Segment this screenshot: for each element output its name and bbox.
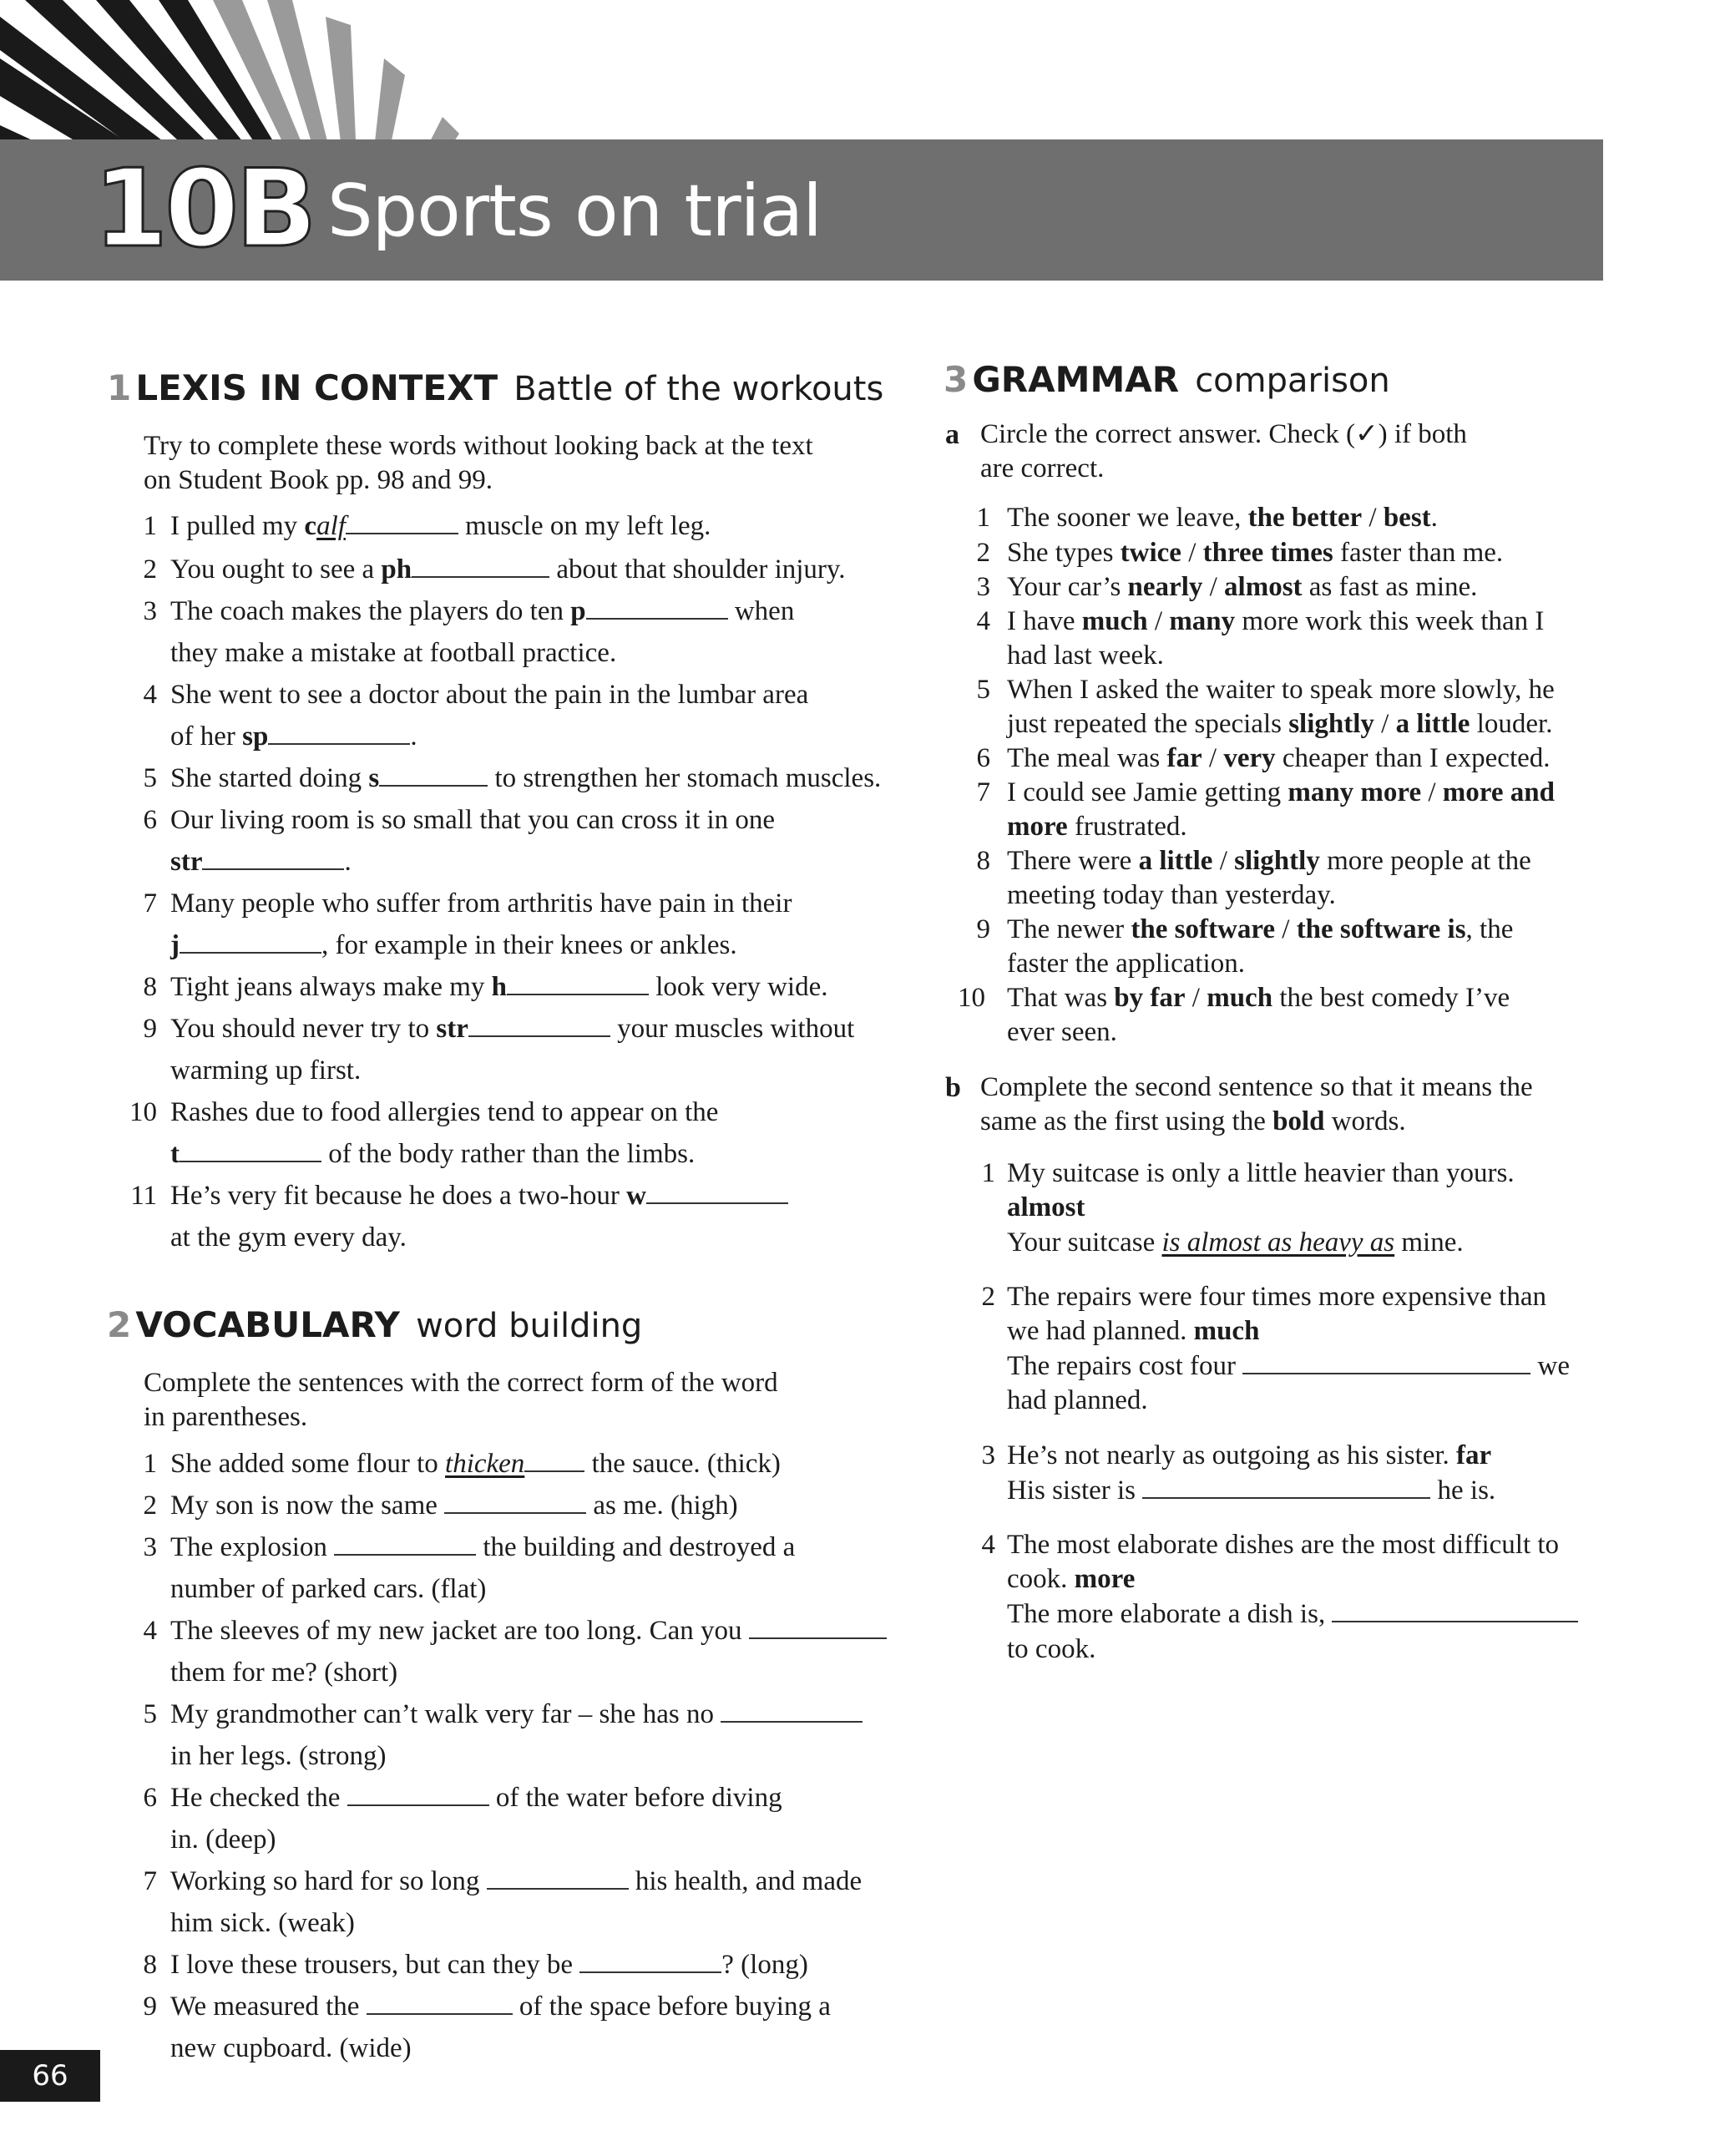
lexis-item-9-cont: warming up first.	[170, 1055, 362, 1086]
lexis-item-4: She went to see a doctor about the pain in the lumbar area	[170, 680, 809, 710]
part-a-instruction: are correct.	[980, 453, 1105, 483]
vocab-item-5: My grandmother can’t walk very far – she has no	[170, 1698, 863, 1732]
part-b-instruction: Complete the second sentence so that it means the	[980, 1072, 1533, 1102]
answer-blank[interactable]	[444, 1489, 586, 1514]
lexis-item-8: Tight jeans always make my h look very wide.	[170, 972, 828, 1002]
answer-option[interactable]: far	[1166, 743, 1202, 773]
answer-option[interactable]: the better	[1247, 503, 1363, 533]
lexis-item-11: He’s very fit because he does a two-hour w	[170, 1179, 788, 1213]
transform-item-4-answer: The more elaborate a dish is,	[1007, 1597, 1578, 1632]
lexis-item-5: She started doing s to strengthen her stomach muscles.	[170, 763, 882, 793]
lexis-item-9: You should never try to str your muscles without	[170, 1014, 855, 1044]
answer-option[interactable]: nearly	[1127, 572, 1203, 602]
transform-item-1: My suitcase is only a little heavier than yours.	[1007, 1158, 1515, 1188]
answer-option[interactable]: slightly	[1234, 846, 1320, 876]
answer-option[interactable]: a little	[1138, 846, 1213, 876]
page-number: 66	[32, 2059, 68, 2093]
answer-option[interactable]: a little	[1395, 709, 1470, 739]
lexis-item-4-cont: of her sp .	[170, 721, 417, 752]
item-number: 8	[143, 1950, 157, 1980]
item-number: 4	[976, 606, 990, 636]
answer-option[interactable]: much	[1207, 983, 1273, 1013]
vocab-item-9-cont: new cupboard. (wide)	[170, 2033, 412, 2063]
answer-example: is almost as heavy as	[1161, 1227, 1395, 1258]
section-1-heading: 1 LEXIS IN CONTEXT Battle of the workouts	[107, 367, 884, 408]
item-number: 5	[143, 1699, 157, 1729]
lexis-item-10-cont: t of the body rather than the limbs.	[170, 1139, 696, 1169]
vocab-item-1: She added some flour to thicken the sauce. (thick)	[170, 1449, 781, 1479]
item-number: 2	[143, 554, 157, 585]
answer-blank[interactable]	[268, 720, 410, 745]
vocab-item-6: He checked the of the water before diving	[170, 1783, 782, 1813]
transform-item-4: The most elaborate dishes are the most difficult to	[1007, 1530, 1560, 1560]
vocab-item-3: The explosion the building and destroyed a	[170, 1532, 796, 1562]
item-number: 1	[143, 1449, 157, 1479]
lexis-item-10: Rashes due to food allergies tend to appear on the	[170, 1097, 719, 1127]
item-number: 9	[976, 914, 990, 944]
part-a-instruction: Circle the correct answer. Check (✓) if both	[980, 419, 1467, 449]
answer-option[interactable]: the software	[1131, 914, 1276, 944]
item-number: 4	[143, 1616, 157, 1646]
transform-item-3-answer: His sister is he is.	[1007, 1475, 1496, 1506]
answer-blank[interactable]	[579, 1948, 721, 1973]
lexis-item-11-cont: at the gym every day.	[170, 1222, 407, 1253]
vocab-item-8: I love these trousers, but can they be ? (long)	[170, 1950, 808, 1980]
item-number: 4	[981, 1530, 995, 1560]
item-number: 6	[976, 743, 990, 773]
item-number: 3	[143, 596, 157, 626]
answer-option[interactable]: twice	[1120, 538, 1181, 568]
vocab-item-7: Working so hard for so long his health, and made	[170, 1866, 863, 1896]
keyword: almost	[1007, 1192, 1085, 1222]
grammar-item-4: I have much / many more work this week than I	[1007, 606, 1545, 636]
answer-option[interactable]: almost	[1224, 572, 1303, 602]
section-2-heading: 2 VOCABULARY word building	[107, 1304, 643, 1345]
item-number: 4	[143, 680, 157, 710]
transform-item-2: The repairs were four times more expensive than	[1007, 1282, 1546, 1312]
item-number: 8	[143, 972, 157, 1002]
item-number: 5	[143, 763, 157, 793]
transform-item-2-cont: we had planned. much	[1007, 1316, 1260, 1346]
grammar-item-4-cont: had last week.	[1007, 640, 1164, 671]
answer-blank[interactable]	[1332, 1597, 1578, 1622]
vocab-item-5-cont: in her legs. (strong)	[170, 1741, 387, 1771]
part-b-instruction: same as the first using the bold words.	[980, 1106, 1406, 1136]
vocab-item-2: My son is now the same as me. (high)	[170, 1490, 738, 1521]
answer-option[interactable]: much	[1081, 606, 1148, 636]
grammar-item-6: The meal was far / very cheaper than I expected.	[1007, 743, 1551, 773]
answer-option[interactable]: more and	[1442, 777, 1555, 807]
item-number: 3	[981, 1440, 995, 1470]
section-1-instruction: on Student Book pp. 98 and 99.	[144, 465, 493, 495]
answer-blank[interactable]	[367, 1990, 513, 2015]
answer-example: alf	[316, 511, 346, 541]
lexis-item-3: The coach makes the players do ten p when	[170, 596, 795, 626]
item-number: 7	[976, 777, 990, 807]
item-number: 6	[143, 805, 157, 835]
grammar-item-9-cont: faster the application.	[1007, 949, 1245, 979]
vocab-item-4-cont: them for me? (short)	[170, 1657, 398, 1688]
transform-item-4-cont: cook. more	[1007, 1564, 1136, 1594]
part-a-letter: a	[945, 419, 959, 450]
item-number: 2	[981, 1282, 995, 1312]
item-number: 5	[976, 675, 990, 705]
lexis-item-6-cont: str .	[170, 847, 352, 877]
answer-blank[interactable]	[646, 1179, 788, 1204]
answer-blank[interactable]	[202, 845, 344, 870]
answer-blank[interactable]	[1142, 1474, 1430, 1499]
answer-blank[interactable]	[524, 1447, 584, 1472]
item-number: 1	[143, 511, 157, 541]
section-2-instruction: Complete the sentences with the correct form of the word	[144, 1368, 778, 1398]
answer-blank[interactable]	[347, 1781, 489, 1806]
answer-blank[interactable]	[468, 1012, 610, 1037]
answer-option[interactable]: very	[1223, 743, 1276, 773]
answer-option[interactable]: more	[1007, 812, 1068, 842]
grammar-item-8-cont: meeting today than yesterday.	[1007, 880, 1336, 910]
answer-blank[interactable]	[507, 970, 649, 995]
item-number: 7	[143, 888, 157, 919]
item-number: 9	[143, 1992, 157, 2022]
transform-item-4-answer-cont: to cook.	[1007, 1634, 1096, 1664]
item-number: 1	[976, 503, 990, 533]
answer-option[interactable]: the software is	[1296, 914, 1466, 944]
answer-blank[interactable]	[379, 762, 488, 787]
answer-blank[interactable]	[180, 1137, 321, 1162]
answer-option[interactable]: three times	[1202, 538, 1333, 568]
section-2-instruction: in parentheses.	[144, 1402, 308, 1432]
answer-blank[interactable]	[334, 1531, 476, 1556]
grammar-item-5-cont: just repeated the specials slightly / a little louder.	[1007, 709, 1553, 739]
item-number: 10	[129, 1097, 157, 1127]
answer-blank[interactable]	[412, 553, 549, 578]
grammar-item-10-cont: ever seen.	[1007, 1017, 1117, 1047]
unit-title: Sports on trial	[327, 170, 822, 253]
answer-blank[interactable]	[721, 1698, 863, 1723]
answer-blank[interactable]	[586, 595, 728, 620]
item-number: 3	[143, 1532, 157, 1562]
part-b-letter: b	[945, 1072, 961, 1103]
lexis-item-3-cont: they make a mistake at football practice.	[170, 638, 617, 668]
transform-item-3: He’s not nearly as outgoing as his sister. far	[1007, 1440, 1492, 1470]
answer-option[interactable]: slightly	[1288, 709, 1374, 739]
vocab-item-3-cont: number of parked cars. (flat)	[170, 1574, 487, 1604]
item-number: 2	[976, 538, 990, 568]
item-number: 2	[143, 1490, 157, 1521]
vocab-item-9: We measured the of the space before buying a	[170, 1992, 831, 2022]
answer-blank[interactable]	[346, 509, 458, 534]
lexis-item-7-cont: j , for example in their knees or ankles.	[170, 930, 737, 960]
item-number: 10	[958, 983, 985, 1013]
vocab-item-6-cont: in. (deep)	[170, 1825, 276, 1855]
grammar-item-8: There were a little / slightly more people at the	[1007, 846, 1531, 876]
grammar-item-10: That was by far / much the best comedy I’ve	[1007, 983, 1510, 1013]
grammar-item-7: I could see Jamie getting many more / more and	[1007, 777, 1555, 807]
item-number: 8	[976, 846, 990, 876]
item-number: 6	[143, 1783, 157, 1813]
grammar-item-7-cont: more frustrated.	[1007, 812, 1187, 842]
lexis-item-2: You ought to see a ph about that shoulder injury.	[170, 554, 846, 585]
answer-option[interactable]: many	[1169, 606, 1236, 636]
grammar-item-1: The sooner we leave, the better / best.	[1007, 503, 1438, 533]
answer-blank[interactable]	[1242, 1349, 1530, 1374]
grammar-item-3: Your car’s nearly / almost as fast as mine.	[1007, 572, 1478, 602]
item-number: 11	[130, 1181, 157, 1211]
section-3-heading: 3 GRAMMAR comparison	[944, 359, 1390, 400]
item-number: 9	[143, 1014, 157, 1044]
grammar-item-5: When I asked the waiter to speak more slowly, he	[1007, 675, 1555, 705]
item-number: 3	[976, 572, 990, 602]
transform-item-1-answer: Your suitcase is almost as heavy as mine.	[1007, 1227, 1464, 1258]
transform-item-2-answer: The repairs cost four we	[1007, 1351, 1570, 1381]
lexis-item-6: Our living room is so small that you can cross it in one	[170, 805, 776, 835]
lexis-item-7: Many people who suffer from arthritis have pain in their	[170, 888, 792, 919]
vocab-item-7-cont: him sick. (weak)	[170, 1908, 355, 1938]
grammar-item-2: She types twice / three times faster than me.	[1007, 538, 1504, 568]
answer-blank[interactable]	[180, 929, 321, 954]
transform-item-2-answer-cont: had planned.	[1007, 1385, 1148, 1415]
item-number: 7	[143, 1866, 157, 1896]
answer-option[interactable]: many more	[1288, 777, 1422, 807]
answer-option[interactable]: best	[1383, 503, 1431, 533]
section-1-instruction: Try to complete these words without looking back at the text	[144, 431, 813, 461]
answer-blank[interactable]	[749, 1614, 887, 1639]
unit-code: 10B	[94, 147, 314, 271]
vocab-item-4: The sleeves of my new jacket are too long. Can you	[170, 1614, 887, 1648]
item-number: 1	[981, 1158, 995, 1188]
grammar-item-9: The newer the software / the software is, the	[1007, 914, 1514, 944]
lexis-item-1: I pulled my calf muscle on my left leg.	[170, 511, 711, 541]
answer-example: thicken	[445, 1449, 525, 1479]
answer-blank[interactable]	[487, 1865, 629, 1890]
answer-option[interactable]: by far	[1114, 983, 1186, 1013]
